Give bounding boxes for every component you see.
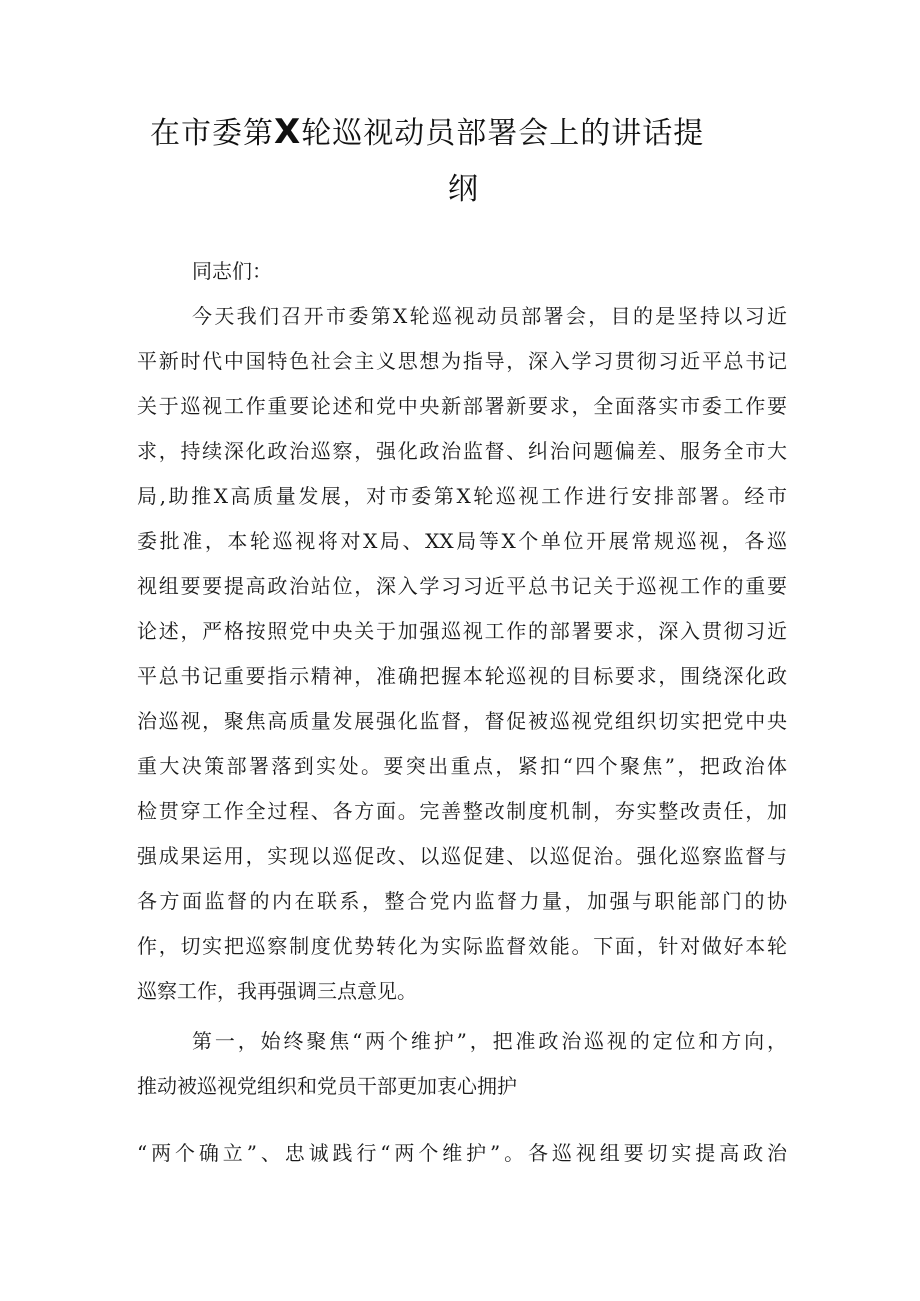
document-title bbox=[150, 114, 704, 152]
paragraph-line: 平新时代中国特色社会主义思想为指导，深入学习贯彻习近平总书记 bbox=[137, 349, 787, 373]
paragraph-line: 论述，严格按照党中央关于加强巡视工作的部署要求，深入贯彻习近 bbox=[137, 619, 787, 643]
salutation: 同志们： bbox=[192, 259, 272, 283]
title-part-1: 在市委第 bbox=[150, 116, 274, 151]
document-title-continued: 纲 bbox=[448, 172, 479, 207]
point-heading-continued: 推动被巡视党组织和党员干部更加衷心拥护 bbox=[137, 1074, 517, 1098]
title-round-number: X bbox=[274, 112, 302, 152]
paragraph-line: 平总书记重要指示精神，准确把握本轮巡视的目标要求，围绕深化政 bbox=[137, 664, 787, 688]
paragraph-line: 视组要要提高政治站位，深入学习习近平总书记关于巡视工作的重要 bbox=[137, 574, 787, 598]
paragraph-line: 局,助推X高质量发展，对市委第X轮巡视工作进行安排部署。经市 bbox=[137, 484, 787, 508]
paragraph-line: 强成果运用，实现以巡促改、以巡促建、以巡促治。强化巡察监督与 bbox=[137, 844, 787, 868]
paragraph-line: 关于巡视工作重要论述和党中央新部署新要求，全面落实市委工作要 bbox=[137, 394, 787, 418]
paragraph-line: 检贯穿工作全过程、各方面。完善整改制度机制，夯实整改责任，加 bbox=[137, 799, 787, 823]
paragraph-line: 作，切实把巡察制度优势转化为实际监督效能。下面，针对做好本轮 bbox=[137, 934, 787, 958]
paragraph-line: 各方面监督的内在联系，整合党内监督力量，加强与职能部门的协 bbox=[137, 889, 787, 913]
paragraph-line: 今天我们召开市委第X轮巡视动员部署会，目的是坚持以习近 bbox=[192, 304, 787, 328]
paragraph-line: 重大决策部署落到实处。要突出重点，紧扣“四个聚焦”，把政治体 bbox=[137, 754, 787, 778]
paragraph-line: 治巡视，聚焦高质量发展强化监督，督促被巡视党组织切实把党中央 bbox=[137, 709, 787, 733]
paragraph-line: “两个确立”、忠诚践行“两个维护”。各巡视组要切实提高政治 bbox=[137, 1141, 787, 1165]
paragraph-line: 委批准，本轮巡视将对X局、XX局等X个单位开展常规巡视，各巡 bbox=[137, 529, 787, 553]
point-heading: 第一，始终聚焦“两个维护”，把准政治巡视的定位和方向， bbox=[192, 1029, 787, 1053]
paragraph-line: 求，持续深化政治巡察，强化政治监督、纠治问题偏差、服务全市大 bbox=[137, 439, 787, 463]
paragraph-line: 巡察工作，我再强调三点意见。 bbox=[137, 979, 417, 1003]
title-part-2: 轮巡视动员部署会上的讲话提 bbox=[301, 116, 705, 151]
